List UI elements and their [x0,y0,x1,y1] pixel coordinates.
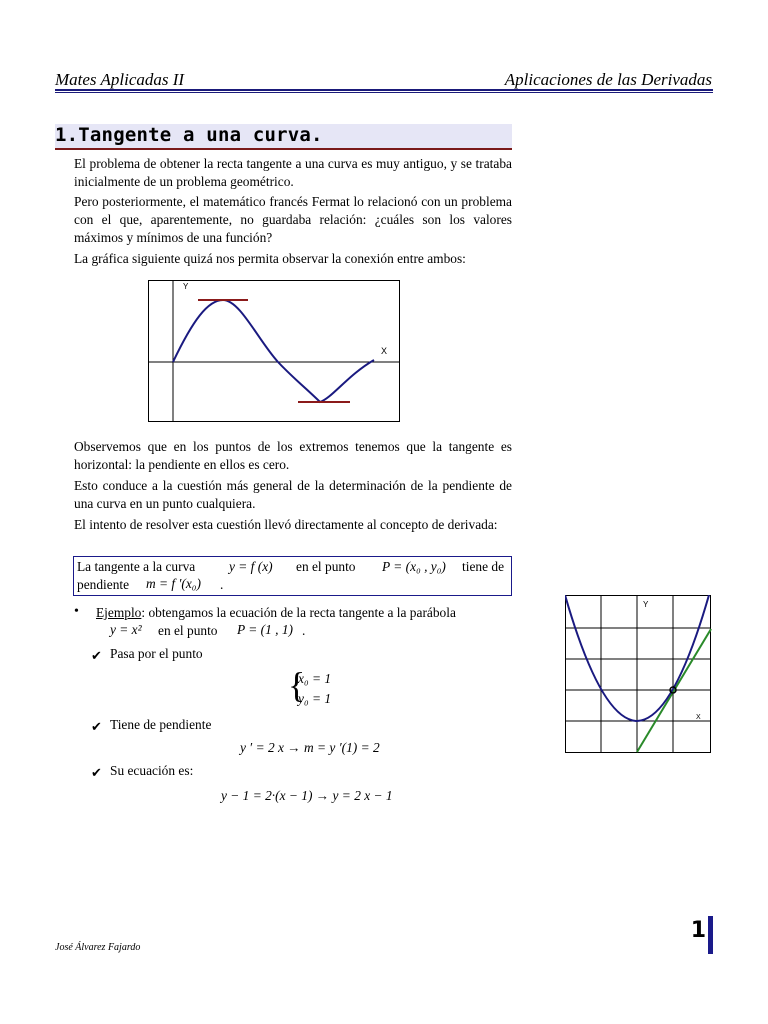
definition-period: . [220,577,224,592]
footer-author: José Álvarez Fajardo [55,942,141,953]
figure2-y-label: Y [643,600,649,609]
example-bullet: • [74,604,79,619]
section-title: 1.Tangente a una curva. [55,124,323,146]
definition-text: La tangente a la curva [77,559,196,574]
definition-point-formula: P = (x₀ , y₀) [382,559,446,574]
x-axis-label: X [381,346,388,356]
step-1-eq-x: x₀ = 1 [298,671,332,686]
step-1-eq-y: y₀ = 1 [298,691,332,706]
paragraph-5: Esto conduce a la cuestión más general de la determinación de la pendiente de una curva en un punto cualquiera. [74,478,512,511]
paragraph-2: Pero posteriormente, el matemático francés Fermat lo relacionó con un problema con el que, aparentemente, no guardaba relación: ¿cuáles son los valores máximos y mínimos de una función? [74,194,512,245]
paragraph-4: Observemos que en los puntos de los extremos tenemos que la tangente es horizontal: la pendiente en ellos es cero. [74,439,512,472]
definition-curve-formula: y = f (x) [229,559,273,574]
example-text-point: en el punto [158,623,218,638]
check-icon: ✔ [91,765,102,780]
definition-box [73,556,512,596]
step-2-text: Tiene de pendiente [110,717,212,732]
step-1-text: Pasa por el punto [110,646,203,661]
figure2-frame [566,596,711,753]
definition-text-point: en el punto [296,559,356,574]
check-icon: ✔ [91,648,102,663]
check-icon: ✔ [91,719,102,734]
header-rule-thin [55,92,713,93]
paragraph-3: La gráfica siguiente quizá nos permita observar la conexión entre ambos: [74,251,466,266]
system-brace-icon: { [288,665,306,705]
example-text: : obtengamos la ecuación de la recta tangente a la parábola [141,605,456,620]
definition-text-pendiente: pendiente [77,577,130,592]
section-heading [55,124,512,150]
example-period: . [302,623,306,638]
example-statement [96,604,512,622]
example-parabola-formula: y = x² [110,622,142,637]
step-3-text: Su ecuación es: [110,763,194,778]
header-right: Aplicaciones de las Derivadas [504,70,712,89]
definition-slope-formula: m = f ′(x₀) [146,576,201,591]
paragraph-6: El intento de resolver esta cuestión llevó directamente al concepto de derivada: [74,517,498,532]
page-number: 1 [690,918,706,943]
header-rule [55,89,713,91]
example-point-formula: P = (1 , 1) [237,622,294,637]
header-left: Mates Aplicadas II [55,70,185,89]
page-number-bar [708,916,713,954]
figure-frame [149,281,400,422]
figure2-x-label: X [696,714,701,721]
paragraph-1: El problema de obtener la recta tangente a una curva es muy antiguo, y se trataba inicialmente de un problema geométrico. [74,156,512,189]
definition-line-1 [77,559,195,575]
y-axis-label: Y [183,282,189,291]
definition-text-tiene: tiene de [462,559,505,574]
example-label: Ejemplo [96,605,142,620]
parabola-figure [565,595,712,755]
extrema-figure [148,280,400,422]
step-3-equation: y − 1 = 2·(x − 1) → y = 2 x − 1 [221,788,393,803]
step-2-equation: y ′ = 2 x → m = y ′(1) = 2 [240,740,380,755]
